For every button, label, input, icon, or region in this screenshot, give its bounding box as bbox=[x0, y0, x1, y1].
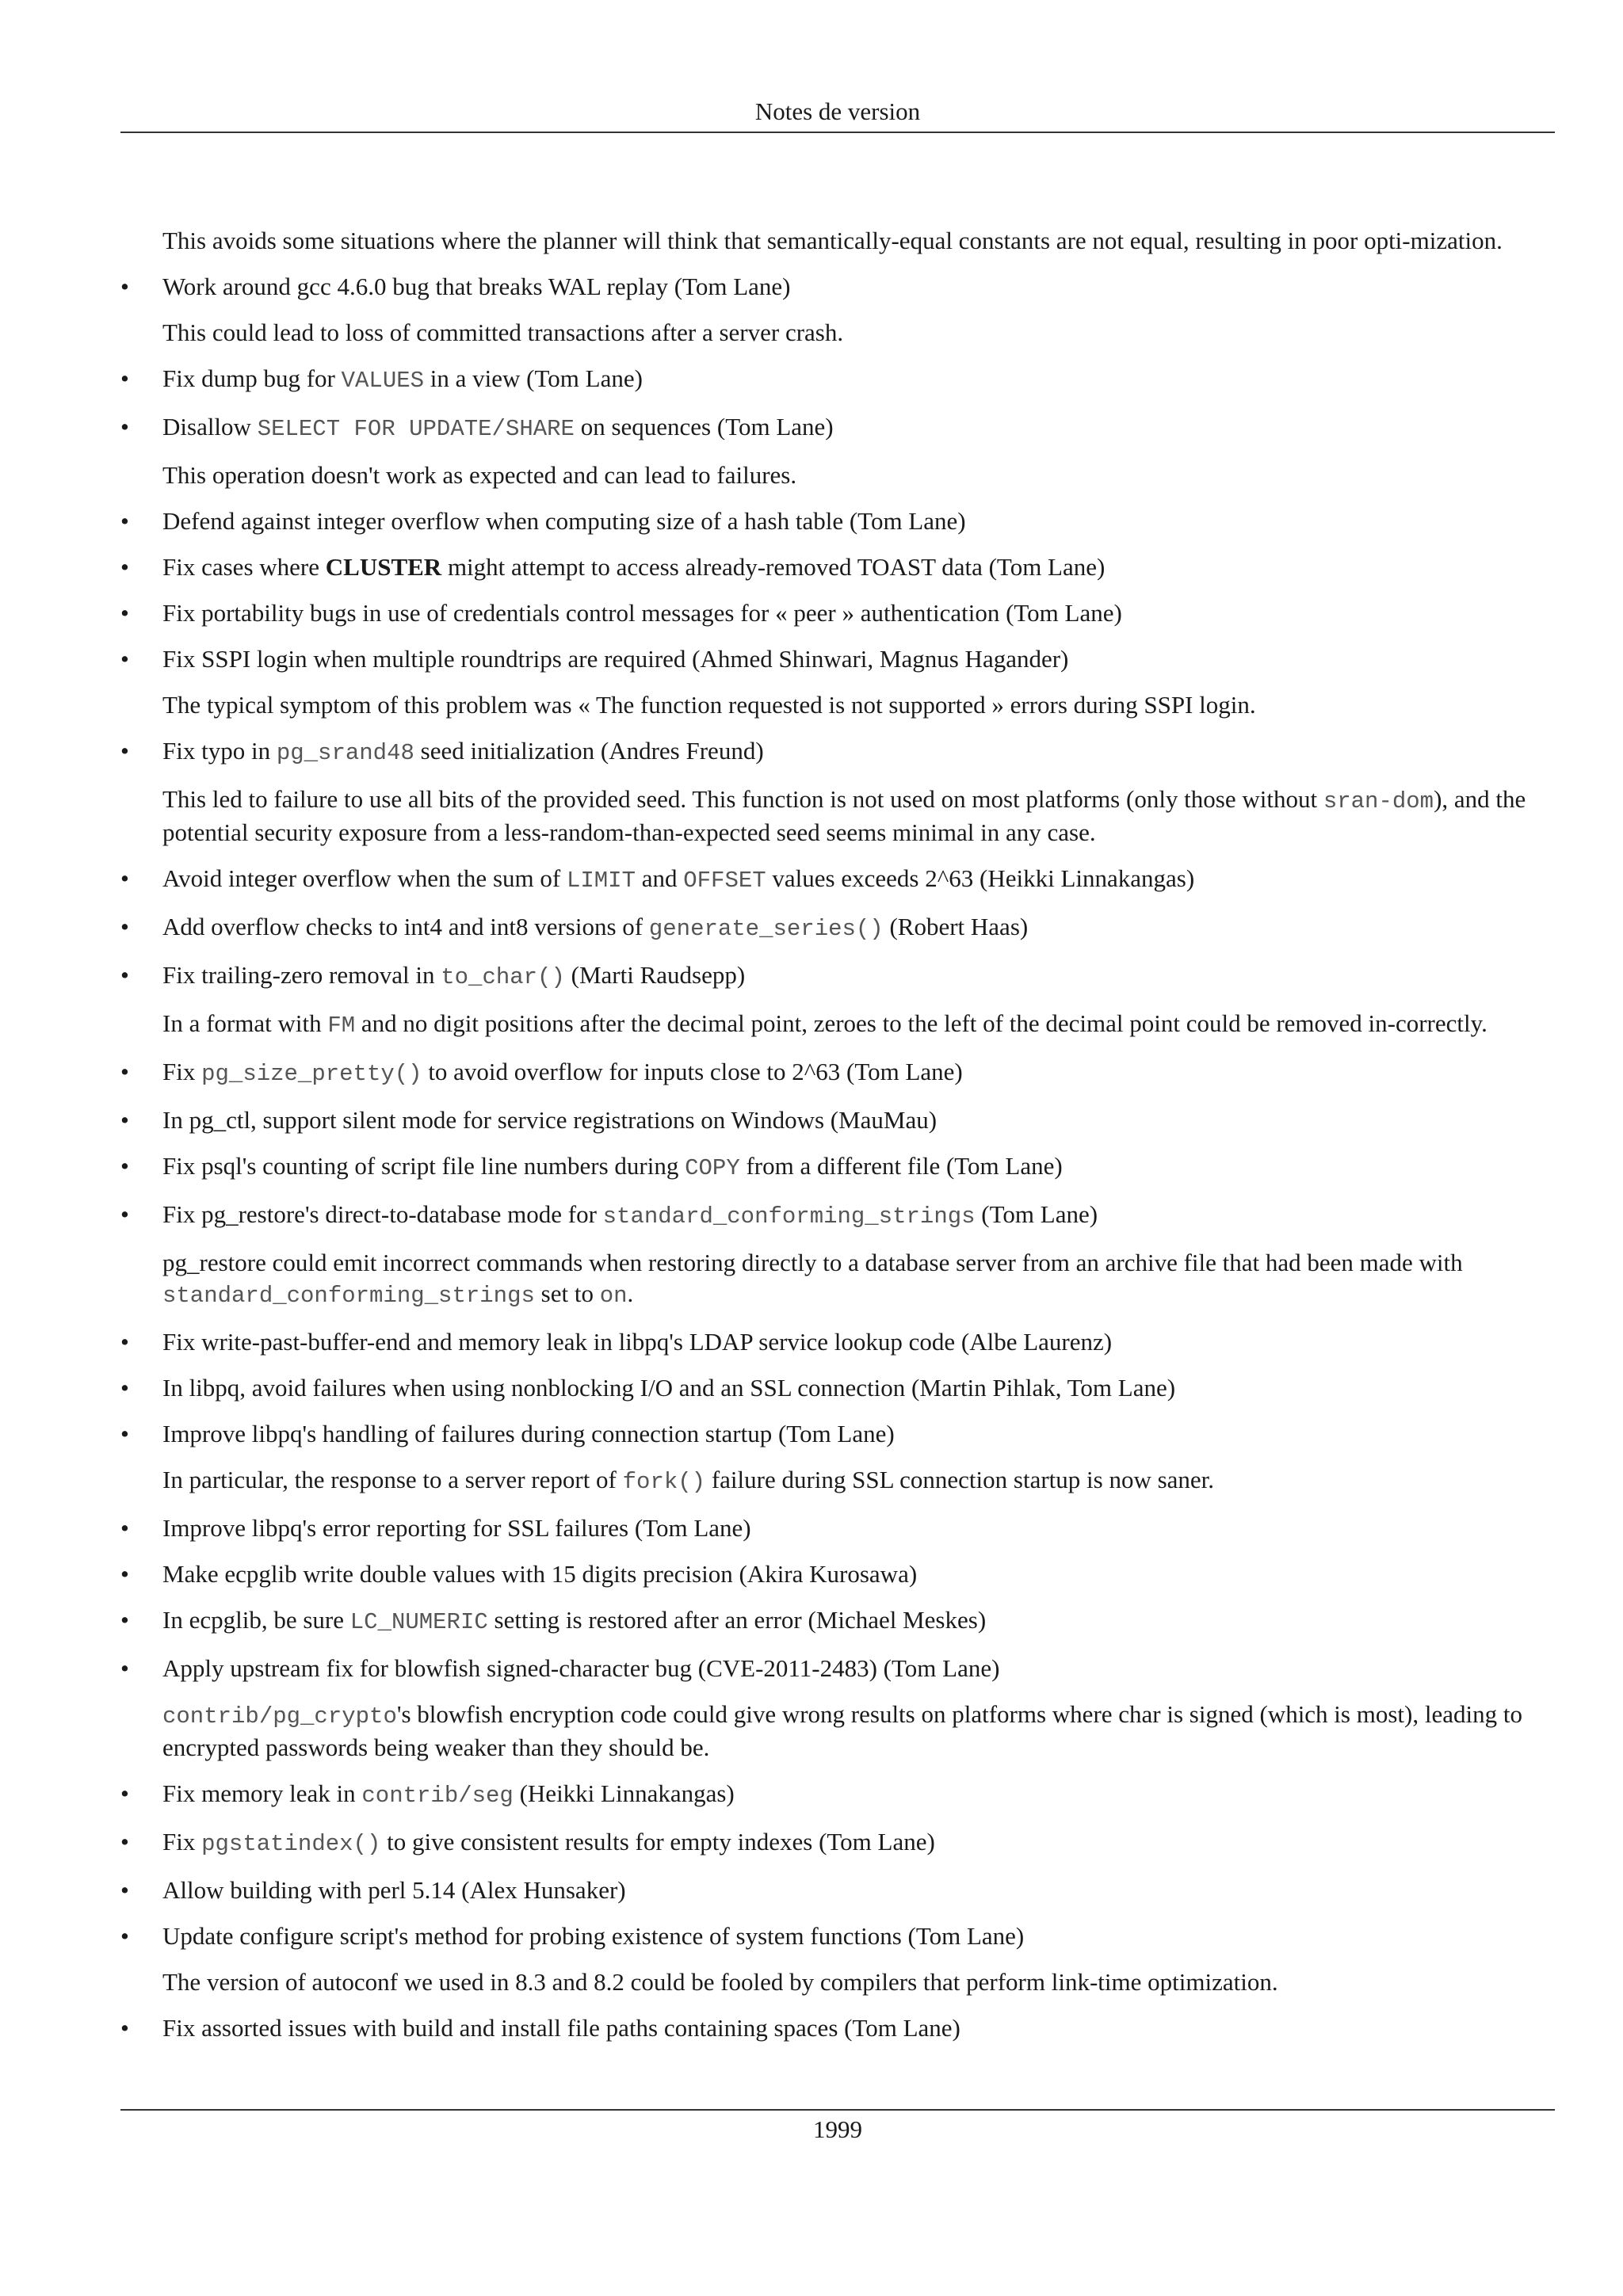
list-item bbox=[120, 1826, 1556, 1859]
code-literal: pg_srand48 bbox=[276, 740, 414, 766]
list-item bbox=[120, 1512, 1556, 1543]
paragraph-text: In particular, the response to a server report of bbox=[162, 1466, 623, 1493]
paragraph bbox=[162, 1008, 1556, 1041]
bullet-icon: • bbox=[120, 1058, 129, 1085]
item-text: Fix portability bugs in use of credentials control messages for « peer » authentication (Tom Lane) bbox=[162, 599, 1122, 627]
bullet-icon: • bbox=[120, 1876, 129, 1904]
code-literal: on bbox=[599, 1283, 628, 1309]
bullet-icon: • bbox=[120, 1106, 129, 1134]
item-text: Apply upstream fix for blowfish signed-character bug (CVE-2011-2483) (Tom Lane) bbox=[162, 1654, 1000, 1682]
item-text: Add overflow checks to int4 and int8 versions of bbox=[162, 913, 649, 940]
item-text: (Robert Haas) bbox=[883, 913, 1029, 940]
list-item bbox=[120, 1653, 1556, 1684]
item-text: Avoid integer overflow when the sum of bbox=[162, 864, 567, 892]
item-text: Fix memory leak in bbox=[162, 1779, 362, 1807]
bullet-icon: • bbox=[120, 2014, 129, 2042]
bullet-icon: • bbox=[120, 645, 129, 673]
code-literal: pgstatindex() bbox=[201, 1831, 381, 1857]
bullet-icon: • bbox=[120, 864, 129, 892]
code-literal: generate_series() bbox=[648, 916, 884, 942]
item-text: Fix typo in bbox=[162, 737, 277, 765]
item-text: Work around gcc 4.6.0 bug that breaks WAL replay (Tom Lane) bbox=[162, 273, 791, 300]
list-item bbox=[120, 643, 1556, 674]
paragraph: The version of autoconf we used in 8.3 and 8.2 could be fooled by compilers that perform link-time optimization. bbox=[162, 1968, 1278, 1996]
item-text: Fix cases where bbox=[162, 553, 326, 581]
list-item bbox=[120, 597, 1556, 628]
paragraph bbox=[162, 1247, 1556, 1311]
paragraph bbox=[162, 1699, 1556, 1763]
code-literal: to_char() bbox=[441, 964, 565, 990]
paragraph bbox=[162, 1464, 1556, 1497]
bullet-icon: • bbox=[120, 1420, 129, 1447]
paragraph-text: 's blowfish encryption code could give wrong results on platforms where char is signed (which is most), leading to encrypted passwords being weaker than they should be. bbox=[162, 1700, 1522, 1761]
code-literal: FM bbox=[327, 1013, 356, 1039]
code-literal: standard_conforming_strings bbox=[602, 1203, 976, 1230]
item-text: In libpq, avoid failures when using nonblocking I/O and an SSL connection (Martin Pihlak, Tom Lane) bbox=[162, 1374, 1176, 1402]
paragraph-text: set to bbox=[534, 1280, 600, 1307]
page-number: 1999 bbox=[813, 2115, 862, 2143]
release-notes-body bbox=[120, 225, 1556, 2058]
code-literal: LC_NUMERIC bbox=[349, 1609, 488, 1635]
item-text: and bbox=[635, 864, 684, 892]
bullet-icon: • bbox=[120, 737, 129, 765]
item-text: values exceeds 2^63 (Heikki Linnakangas) bbox=[766, 864, 1195, 892]
list-item bbox=[120, 1418, 1556, 1449]
code-literal: VALUES bbox=[341, 368, 425, 394]
page-header bbox=[120, 92, 1555, 133]
list-item bbox=[120, 551, 1556, 582]
bullet-icon: • bbox=[120, 1152, 129, 1180]
list-item bbox=[120, 1372, 1556, 1403]
item-text: Fix psql's counting of script file line numbers during bbox=[162, 1152, 685, 1180]
code-literal: pg_size_pretty() bbox=[201, 1061, 422, 1087]
bullet-icon: • bbox=[120, 553, 129, 581]
item-text: Allow building with perl 5.14 (Alex Hunsaker) bbox=[162, 1876, 626, 1904]
list-item bbox=[120, 735, 1556, 769]
item-text: in a view (Tom Lane) bbox=[424, 364, 643, 392]
item-text: Fix write-past-buffer-end and memory leak in libpq's LDAP service lookup code (Albe Laurenz) bbox=[162, 1328, 1113, 1356]
bullet-icon: • bbox=[120, 1514, 129, 1542]
list-item bbox=[120, 1199, 1556, 1232]
item-text: Fix dump bug for bbox=[162, 364, 342, 392]
item-text: Fix trailing-zero removal in bbox=[162, 961, 441, 989]
bullet-icon: • bbox=[120, 1828, 129, 1855]
list-item bbox=[120, 411, 1556, 444]
paragraph: This operation doesn't work as expected and can lead to failures. bbox=[162, 461, 797, 489]
list-item bbox=[120, 911, 1556, 944]
list-item bbox=[120, 1778, 1556, 1811]
item-text: Fix pg_restore's direct-to-database mode for bbox=[162, 1200, 603, 1228]
paragraph bbox=[162, 784, 1556, 848]
bullet-icon: • bbox=[120, 1200, 129, 1228]
paragraph-text: . bbox=[627, 1280, 634, 1307]
bullet-icon: • bbox=[120, 599, 129, 627]
item-text: from a different file (Tom Lane) bbox=[739, 1152, 1063, 1180]
item-text: (Marti Raudsepp) bbox=[564, 961, 746, 989]
paragraph-text: failure during SSL connection startup is now saner. bbox=[705, 1466, 1215, 1493]
list-item bbox=[120, 863, 1556, 896]
running-title: Notes de version bbox=[754, 97, 921, 125]
item-text: Update configure script's method for probing existence of system functions (Tom Lane) bbox=[162, 1922, 1025, 1950]
page-footer bbox=[120, 2109, 1555, 2144]
command-name: CLUSTER bbox=[325, 553, 442, 581]
item-text: setting is restored after an error (Michael Meskes) bbox=[487, 1606, 987, 1634]
item-text: Fix SSPI login when multiple roundtrips are required (Ahmed Shinwari, Magnus Hagander) bbox=[162, 645, 1069, 673]
paragraph: The typical symptom of this problem was « The function requested is not supported » errors during SSPI login. bbox=[162, 691, 1256, 719]
code-literal: SELECT FOR UPDATE/SHARE bbox=[257, 416, 575, 442]
list-item bbox=[120, 271, 1556, 302]
item-text: Fix assorted issues with build and install file paths containing spaces (Tom Lane) bbox=[162, 2014, 960, 2042]
item-text: Make ecpglib write double values with 15 digits precision (Akira Kurosawa) bbox=[162, 1560, 918, 1588]
item-text: on sequences (Tom Lane) bbox=[574, 413, 834, 441]
bullet-icon: • bbox=[120, 1606, 129, 1634]
item-text: In pg_ctl, support silent mode for service registrations on Windows (MauMau) bbox=[162, 1106, 938, 1134]
bullet-icon: • bbox=[120, 1374, 129, 1402]
bullet-icon: • bbox=[120, 364, 129, 392]
item-text: might attempt to access already-removed TOAST data (Tom Lane) bbox=[441, 553, 1106, 581]
list-item bbox=[120, 1056, 1556, 1089]
list-item bbox=[120, 2012, 1556, 2043]
paragraph-text: and no digit positions after the decimal point, zeroes to the left of the decimal point could be removed in-correctly. bbox=[355, 1009, 1487, 1037]
list-item bbox=[120, 1875, 1556, 1905]
item-text: Improve libpq's error reporting for SSL failures (Tom Lane) bbox=[162, 1514, 751, 1542]
code-literal: LIMIT bbox=[566, 868, 636, 894]
bullet-icon: • bbox=[120, 1779, 129, 1807]
item-text: Fix bbox=[162, 1828, 202, 1855]
item-text: Disallow bbox=[162, 413, 258, 441]
bullet-icon: • bbox=[120, 1328, 129, 1356]
bullet-icon: • bbox=[120, 1654, 129, 1682]
paragraph-text: In a format with bbox=[162, 1009, 328, 1037]
code-literal: sran-dom bbox=[1323, 788, 1434, 814]
code-literal: contrib/seg bbox=[361, 1783, 514, 1809]
item-text: In ecpglib, be sure bbox=[162, 1606, 350, 1634]
list-item bbox=[120, 959, 1556, 993]
bullet-icon: • bbox=[120, 1560, 129, 1588]
item-text: Defend against integer overflow when computing size of a hash table (Tom Lane) bbox=[162, 507, 966, 535]
bullet-icon: • bbox=[120, 913, 129, 940]
list-item bbox=[120, 1104, 1556, 1135]
paragraph-text: pg_restore could emit incorrect commands when restoring directly to a database server from an archive file that had been made with bbox=[162, 1249, 1463, 1276]
item-text: Fix bbox=[162, 1058, 202, 1085]
bullet-icon: • bbox=[120, 1922, 129, 1950]
list-item bbox=[120, 1604, 1556, 1638]
item-text: (Tom Lane) bbox=[975, 1200, 1098, 1228]
bullet-icon: • bbox=[120, 507, 129, 535]
bullet-icon: • bbox=[120, 273, 129, 300]
item-text: to give consistent results for empty indexes (Tom Lane) bbox=[380, 1828, 935, 1855]
code-literal: fork() bbox=[622, 1469, 706, 1495]
paragraph: This avoids some situations where the planner will think that semantically-equal constants are not equal, resulting in poor opti-mization. bbox=[162, 227, 1503, 254]
list-item bbox=[120, 505, 1556, 536]
code-literal: contrib/pg_crypto bbox=[162, 1703, 397, 1730]
code-literal: OFFSET bbox=[683, 868, 766, 894]
list-item bbox=[120, 1326, 1556, 1357]
list-item bbox=[120, 1150, 1556, 1184]
item-text: seed initialization (Andres Freund) bbox=[414, 737, 764, 765]
item-text: to avoid overflow for inputs close to 2^63 (Tom Lane) bbox=[422, 1058, 963, 1085]
item-text: (Heikki Linnakangas) bbox=[513, 1779, 735, 1807]
paragraph-text: This led to failure to use all bits of the provided seed. This function is not used on most platforms (only those without bbox=[162, 785, 1323, 813]
list-item bbox=[120, 363, 1556, 396]
list-item bbox=[120, 1920, 1556, 1951]
code-literal: standard_conforming_strings bbox=[162, 1283, 535, 1309]
code-literal: COPY bbox=[685, 1155, 740, 1181]
paragraph: This could lead to loss of committed transactions after a server crash. bbox=[162, 318, 844, 346]
item-text: Improve libpq's handling of failures during connection startup (Tom Lane) bbox=[162, 1420, 895, 1447]
paragraph-text: ), and the potential security exposure from a less-random-than-expected seed seems minimal in any case. bbox=[162, 785, 1526, 846]
bullet-icon: • bbox=[120, 413, 129, 441]
bullet-icon: • bbox=[120, 961, 129, 989]
list-item bbox=[120, 1558, 1556, 1589]
